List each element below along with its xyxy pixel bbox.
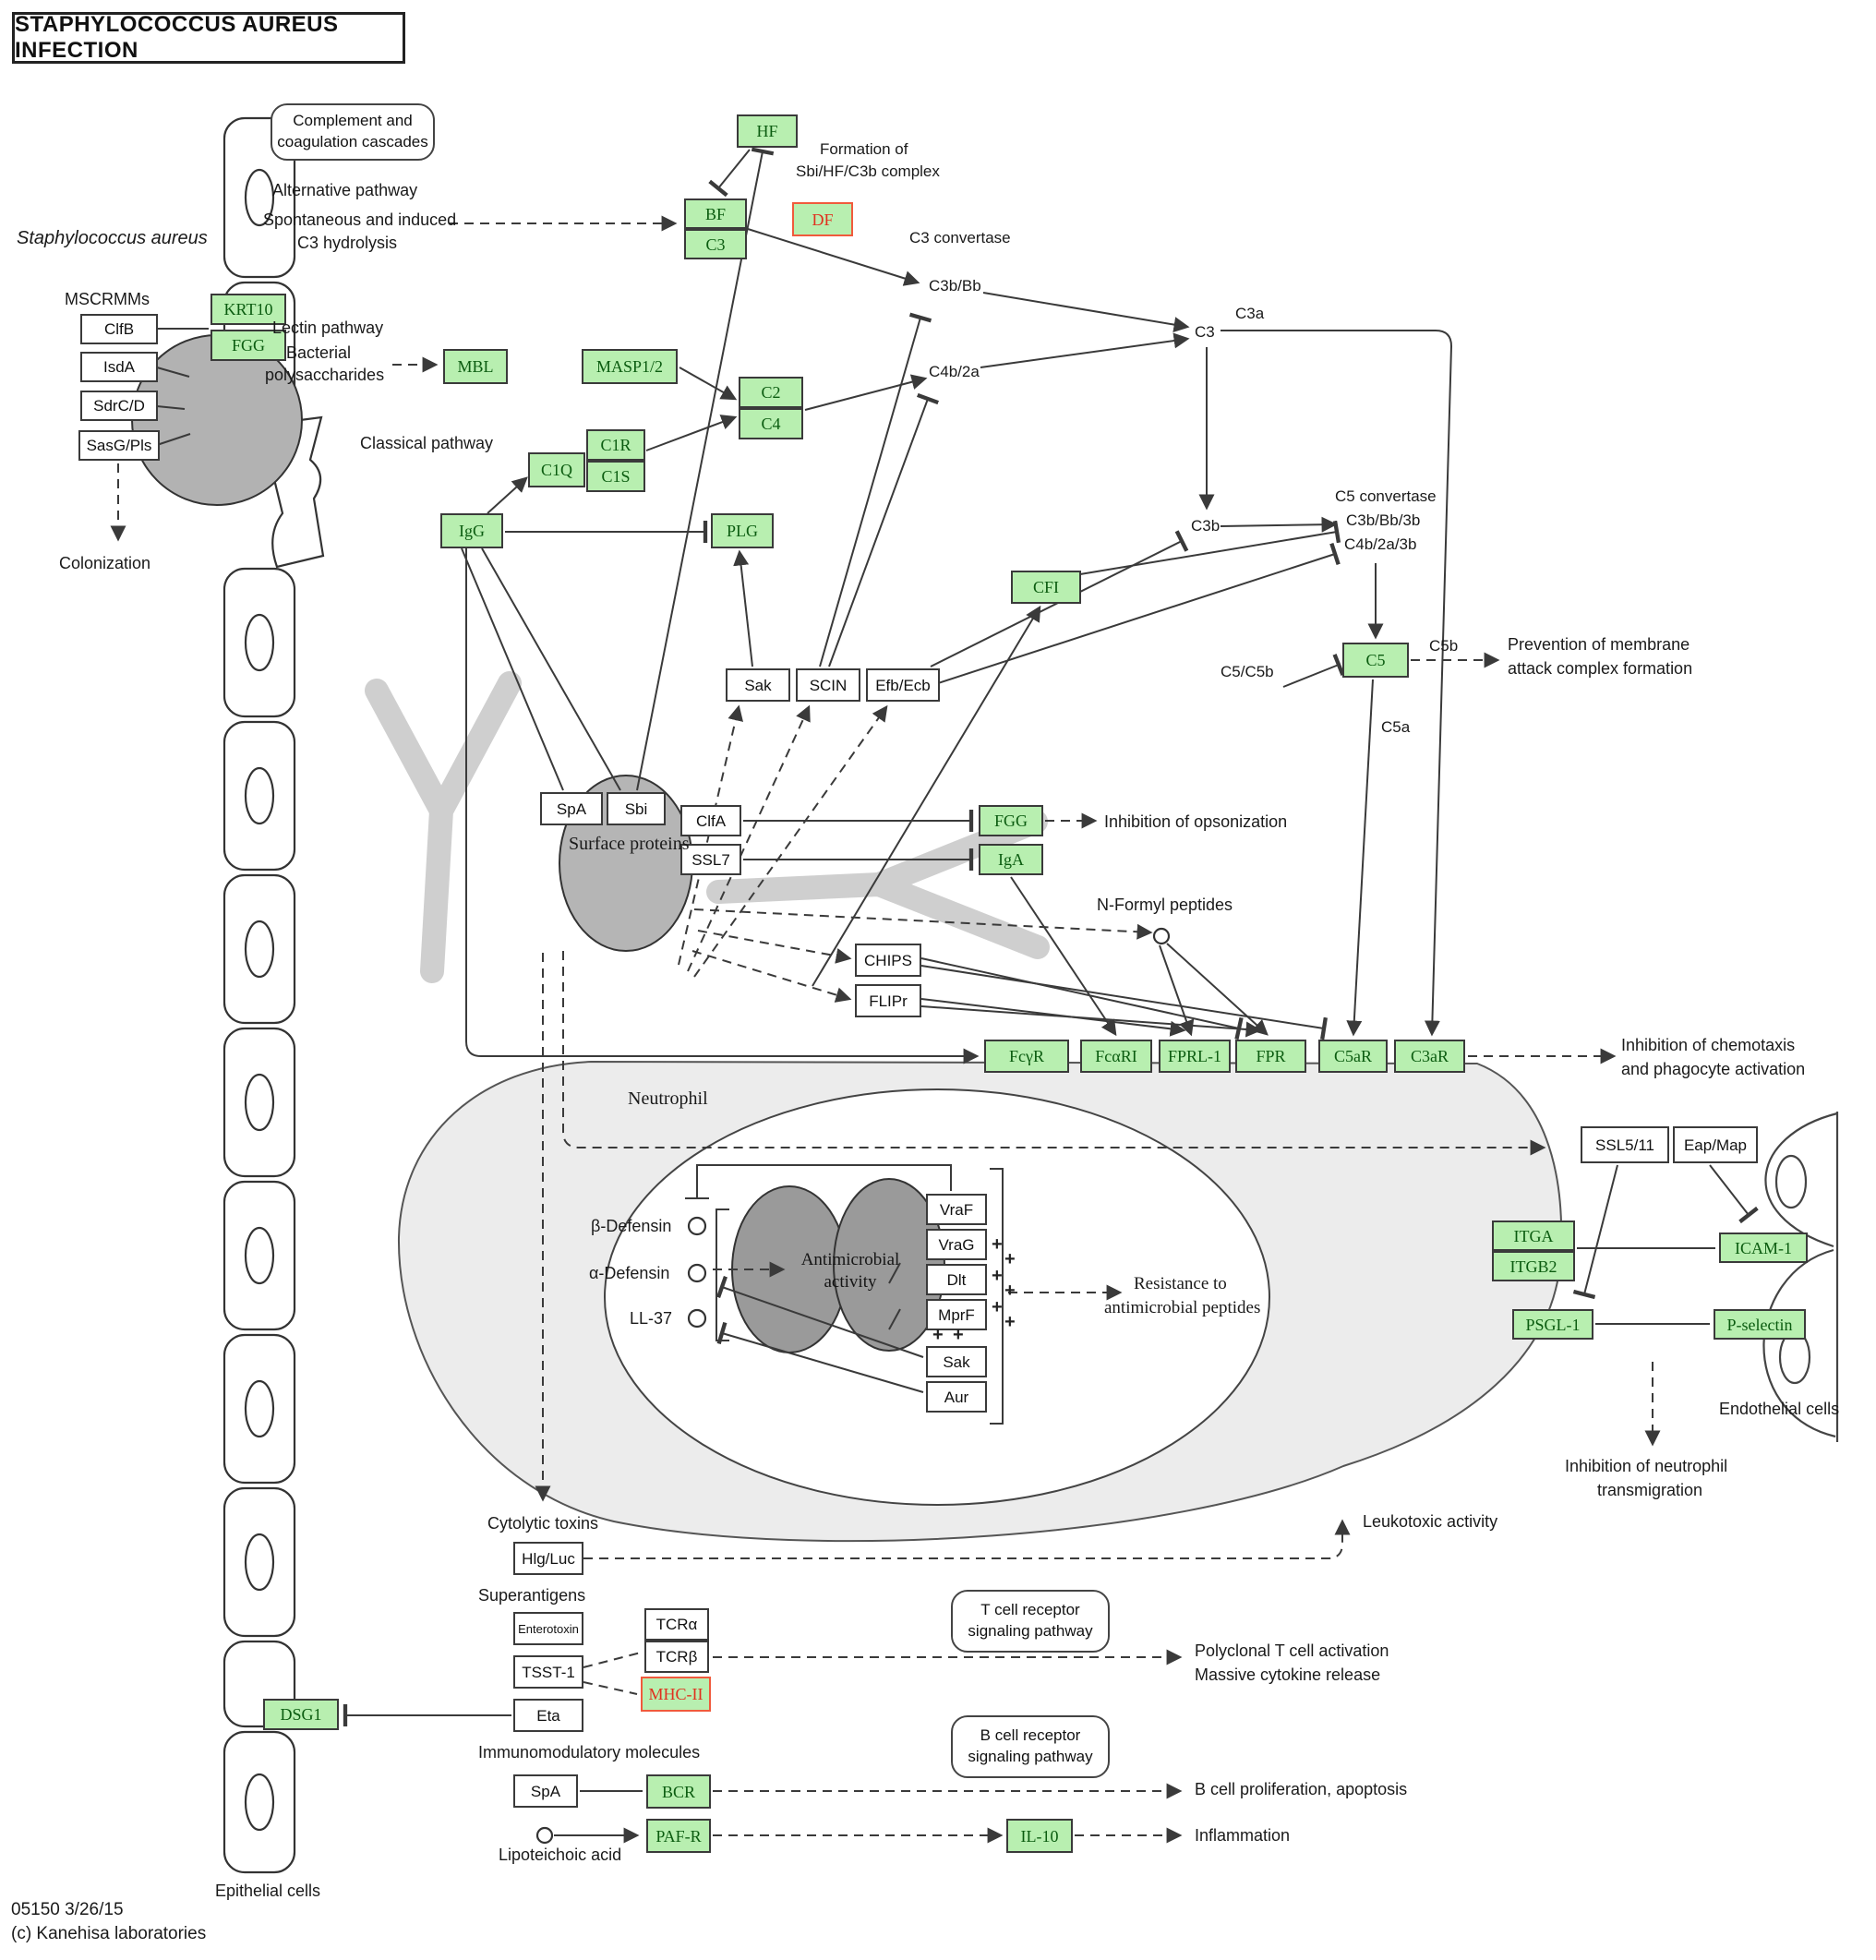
node-flipr[interactable]: FLIPr: [855, 984, 921, 1017]
pathway-box-bcr-signaling[interactable]: [951, 1715, 1110, 1778]
node-chips[interactable]: CHIPS: [855, 944, 921, 977]
node-bf[interactable]: BF: [684, 198, 747, 229]
plus-mark: +: [992, 1234, 1003, 1255]
node-pafr[interactable]: PAF-R: [646, 1819, 711, 1853]
node-dsg1[interactable]: DSG1: [263, 1699, 339, 1730]
prevention-label-2: attack complex formation: [1508, 659, 1693, 678]
c5a-label: C5a: [1381, 718, 1411, 736]
dashed-connectors: [118, 223, 1653, 1835]
node-tcra[interactable]: TCRα: [644, 1608, 709, 1641]
node-hf[interactable]: HF: [737, 114, 798, 148]
node-hlgluc[interactable]: Hlg/Luc: [513, 1542, 583, 1575]
lipoteichoic-acid-circle: [537, 1828, 552, 1843]
c3-convertase-label: C3 convertase: [909, 229, 1011, 247]
plus-mark: +: [992, 1297, 1003, 1317]
node-icam1[interactable]: ICAM-1: [1719, 1233, 1808, 1263]
spontaneous-label-1: Spontaneous and induced: [263, 210, 457, 229]
alternative-pathway-label: Alternative pathway: [272, 181, 418, 199]
pathway-box-bcr-line1: B cell receptor: [980, 1726, 1081, 1745]
node-aur[interactable]: Aur: [926, 1381, 987, 1413]
alpha-defensin-label: α-Defensin: [589, 1264, 670, 1282]
node-pselectin[interactable]: P-selectin: [1714, 1309, 1806, 1340]
ll37-label: LL-37: [630, 1309, 673, 1328]
node-bcr[interactable]: BCR: [646, 1774, 711, 1809]
node-scin[interactable]: SCIN: [796, 668, 860, 702]
node-eapmap[interactable]: Eap/Map: [1673, 1126, 1758, 1163]
node-dlt[interactable]: Dlt: [926, 1264, 987, 1295]
resistance-label-2: antimicrobial peptides: [1104, 1298, 1261, 1317]
connector-lines: [157, 150, 1749, 1835]
copyright-label: (c) Kanehisa laboratories: [11, 1924, 207, 1943]
node-fpr[interactable]: FPR: [1235, 1040, 1306, 1073]
node-enterotoxin[interactable]: Enterotoxin: [513, 1612, 583, 1645]
node-plg[interactable]: PLG: [711, 513, 774, 548]
node-mprf[interactable]: MprF: [926, 1299, 987, 1330]
node-mhc2[interactable]: MHC-II: [641, 1677, 711, 1712]
antimicrobial-label-1: Antimicrobial: [800, 1250, 900, 1269]
surface-proteins-label: Surface proteins: [569, 834, 690, 854]
node-ssl7[interactable]: SSL7: [680, 844, 741, 875]
leukotoxic-label: Leukotoxic activity: [1363, 1512, 1498, 1531]
beta-defensin-circle: [689, 1218, 705, 1234]
epithelial-cells-label: Epithelial cells: [215, 1882, 321, 1900]
node-efbecb[interactable]: Efb/Ecb: [866, 668, 940, 702]
inflammation-label: Inflammation: [1195, 1826, 1291, 1845]
c5b-label: C5b: [1429, 637, 1459, 655]
c5-convertase-label-2: C4b/2a/3b: [1344, 535, 1417, 553]
inhibition-chemotaxis-label-2: and phagocyte activation: [1621, 1060, 1806, 1078]
inhibition-transmigration-label-2: transmigration: [1597, 1481, 1703, 1499]
bacterial-label: Bacterial: [286, 343, 352, 362]
node-c1r[interactable]: C1R: [586, 429, 645, 461]
lectin-pathway-label: Lectin pathway: [272, 319, 384, 337]
inhibition-chemotaxis-label-1: Inhibition of chemotaxis: [1621, 1036, 1796, 1054]
node-fgg-1[interactable]: FGG: [210, 330, 286, 361]
node-c5ar[interactable]: C5aR: [1318, 1040, 1388, 1073]
c5-convertase-label: C5 convertase: [1335, 487, 1437, 505]
formation-label-1: Formation of: [820, 140, 908, 158]
node-psgl1[interactable]: PSGL-1: [1512, 1309, 1593, 1340]
pathway-box-tcr-line1: T cell receptor: [980, 1601, 1080, 1619]
organism-label: Staphylococcus aureus: [17, 228, 208, 248]
pathway-box-complement-line2: coagulation cascades: [277, 133, 428, 150]
polysaccharides-label: polysaccharides: [265, 366, 385, 384]
node-c5[interactable]: C5: [1342, 643, 1409, 678]
endothelial-cells-shape: [1763, 1112, 1837, 1442]
node-c1s[interactable]: C1S: [586, 461, 645, 492]
node-fcari[interactable]: FcαRI: [1080, 1040, 1152, 1073]
plus-mark: +: [953, 1325, 964, 1345]
node-c4[interactable]: C4: [739, 408, 803, 439]
pathway-box-bcr-line2: signaling pathway: [968, 1748, 1093, 1765]
alpha-defensin-circle: [689, 1265, 705, 1281]
node-vrag[interactable]: VraG: [926, 1229, 987, 1260]
n-formyl-label: N-Formyl peptides: [1097, 896, 1233, 914]
node-spa-1[interactable]: SpA: [540, 792, 603, 825]
c5-convertase-label-1: C3b/Bb/3b: [1346, 511, 1421, 529]
node-ssl511[interactable]: SSL5/11: [1581, 1126, 1669, 1163]
plus-mark: +: [1004, 1312, 1016, 1332]
neutrophil-label: Neutrophil: [628, 1088, 708, 1109]
pathway-box-tcr-signaling[interactable]: [951, 1590, 1110, 1653]
plus-mark: +: [992, 1266, 1003, 1286]
plus-mark: +: [1004, 1249, 1016, 1269]
inhibition-opsonization-label: Inhibition of opsonization: [1104, 812, 1288, 831]
node-fgg-2[interactable]: FGG: [979, 805, 1043, 836]
endothelial-cells-label: Endothelial cells: [1719, 1400, 1840, 1418]
lipoteichoic-label: Lipoteichoic acid: [499, 1846, 622, 1864]
spontaneous-label-2: C3 hydrolysis: [297, 234, 398, 252]
node-itgb2[interactable]: ITGB2: [1492, 1251, 1575, 1281]
c5-c5b-label: C5/C5b: [1221, 663, 1274, 680]
node-c3ar[interactable]: C3aR: [1394, 1040, 1465, 1073]
node-tsst1[interactable]: TSST-1: [513, 1655, 583, 1689]
node-igg[interactable]: IgG: [440, 513, 503, 548]
node-df[interactable]: DF: [792, 202, 853, 236]
resistance-label-1: Resistance to: [1134, 1274, 1227, 1293]
inhibition-transmigration-label-1: Inhibition of neutrophil: [1565, 1457, 1728, 1475]
node-masp12[interactable]: MASP1/2: [582, 349, 678, 384]
node-vraf[interactable]: VraF: [926, 1194, 987, 1225]
pathway-box-complement[interactable]: [271, 103, 435, 161]
c3b-label: C3b: [1191, 517, 1221, 535]
node-isda[interactable]: IsdA: [80, 352, 158, 382]
classical-pathway-label: Classical pathway: [360, 434, 494, 452]
superantigens-label: Superantigens: [478, 1586, 586, 1605]
pathway-box-tcr-line2: signaling pathway: [968, 1622, 1093, 1640]
page-title: STAPHYLOCOCCUS AUREUS INFECTION: [12, 12, 405, 64]
c4b-2a-label: C4b/2a: [929, 363, 980, 380]
formation-label-2: Sbi/HF/C3b complex: [796, 162, 940, 180]
node-fprl1[interactable]: FPRL-1: [1159, 1040, 1231, 1073]
node-sbi[interactable]: Sbi: [607, 792, 666, 825]
node-c2[interactable]: C2: [739, 377, 803, 408]
plus-mark: +: [932, 1325, 944, 1345]
antimicrobial-label-2: activity: [824, 1272, 877, 1292]
node-il10[interactable]: IL-10: [1006, 1819, 1073, 1853]
pathway-box-complement-line1: Complement and: [293, 112, 413, 130]
c3b-bb-label: C3b/Bb: [929, 277, 981, 295]
node-c1q[interactable]: C1Q: [528, 452, 585, 487]
immunomodulatory-label: Immunomodulatory molecules: [478, 1743, 701, 1762]
mscrmms-label: MSCRMMs: [65, 290, 150, 308]
node-clfa[interactable]: ClfA: [680, 805, 741, 836]
ll37-circle: [689, 1310, 705, 1327]
map-id-label: 05150 3/26/15: [11, 1900, 124, 1919]
c3-label: C3: [1195, 323, 1215, 341]
polyclonal-label-2: Massive cytokine release: [1195, 1665, 1381, 1684]
node-krt10[interactable]: KRT10: [210, 294, 286, 325]
node-tcrb[interactable]: TCRβ: [644, 1641, 709, 1673]
node-fcyr[interactable]: FcγR: [984, 1040, 1069, 1073]
node-c3[interactable]: C3: [684, 229, 747, 259]
node-iga[interactable]: IgA: [979, 844, 1043, 875]
node-sasgpls[interactable]: SasG/Pls: [78, 430, 160, 461]
node-mbl[interactable]: MBL: [443, 349, 508, 384]
prevention-label-1: Prevention of membrane: [1508, 635, 1690, 654]
n-formyl-peptide-circle: [1154, 929, 1169, 944]
cytolytic-toxins-label: Cytolytic toxins: [487, 1514, 599, 1533]
node-clfb[interactable]: ClfB: [80, 314, 158, 344]
plus-mark: +: [1004, 1281, 1016, 1301]
node-eta[interactable]: Eta: [513, 1699, 583, 1732]
node-sak-2[interactable]: Sak: [926, 1346, 987, 1377]
colonization-label: Colonization: [59, 554, 151, 572]
node-cfi[interactable]: CFI: [1011, 571, 1081, 604]
bcell-proliferation-label: B cell proliferation, apoptosis: [1195, 1780, 1408, 1798]
polyclonal-label-1: Polyclonal T cell activation: [1195, 1641, 1389, 1660]
node-itga[interactable]: ITGA: [1492, 1220, 1575, 1251]
node-sak-1[interactable]: Sak: [726, 668, 790, 702]
beta-defensin-label: β-Defensin: [591, 1217, 672, 1235]
node-sdrcd[interactable]: SdrC/D: [80, 391, 158, 421]
c3a-label: C3a: [1235, 305, 1265, 322]
node-spa-2[interactable]: SpA: [513, 1774, 578, 1808]
